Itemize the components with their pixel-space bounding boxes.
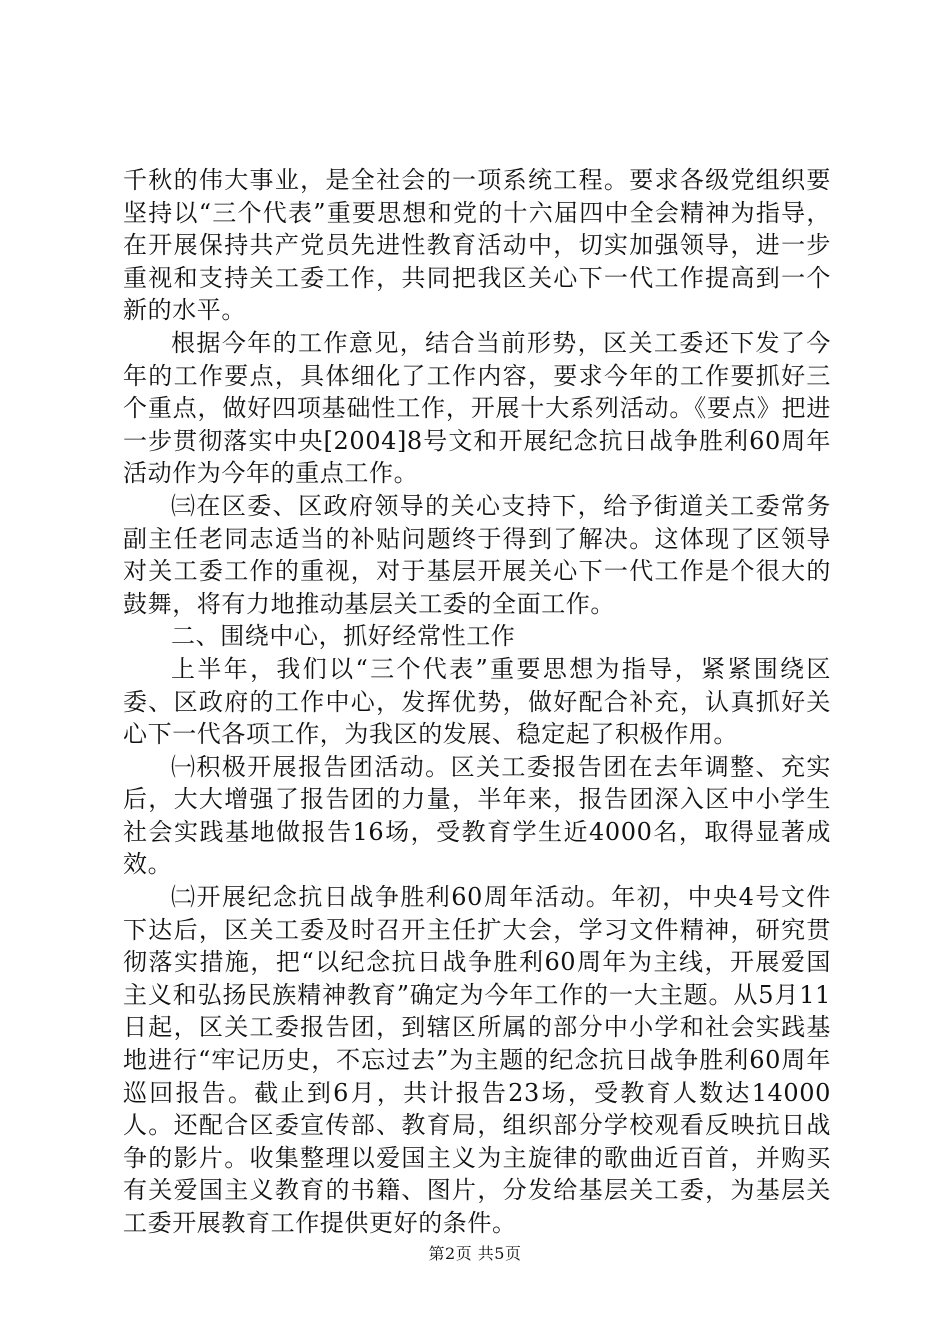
document-body: [123, 164, 831, 1240]
page-footer: 第2页 共5页: [428, 1244, 522, 1263]
paragraph-subsidy: ㈢在区委、区政府领导的关心支持下，给予街道关工委常务副主任老同志适当的补贴问题终于得到了解决。这体现了区领导对关工委工作的重视，对于基层开展关心下一代工作是个很大的鼓舞，将有力地推动基层关工委的全面工作。: [123, 491, 831, 618]
paragraph-continuation: 千秋的伟大事业，是全社会的一项系统工程。要求各级党组织要坚持以“三个代表”重要思想和党的十六届四中全会精神为指导，在开展保持共产党员先进性教育活动中，切实加强领导，进一步重视和支持关工委工作，共同把我区关心下一代工作提高到一个新的水平。: [123, 166, 831, 325]
paragraph-work-points: 根据今年的工作意见，结合当前形势，区关工委还下发了今年的工作要点，具体细化了工作内容，要求今年的工作要抓好三个重点，做好四项基础性工作，开展十大系列活动。《要点》把进一步贯彻落实中央[2004]8号文和开展纪念抗日战争胜利60周年活动作为今年的重点工作。: [123, 328, 831, 488]
paragraph-report-group: ㈠积极开展报告团活动。区关工委报告团在去年调整、充实后，大大增强了报告团的力量，半年来，报告团深入区中小学生社会实践基地做报告16场，受教育学生近4000名，取得显著成效。: [123, 752, 831, 879]
paragraph-first-half: 上半年，我们以“三个代表”重要思想为指导，紧紧围绕区委、区政府的工作中心，发挥优势，做好配合补充，认真抓好关心下一代各项工作，为我区的发展、稳定起了积极作用。: [123, 654, 831, 749]
section-heading-2: 二、围绕中心，抓好经常性工作: [171, 622, 516, 651]
paragraph-anniversary: ㈡开展纪念抗日战争胜利60周年活动。年初，中央4号文件下达后，区关工委及时召开主任扩大会，学习文件精神，研究贯彻落实措施，把“以纪念抗日战争胜利60周年为主线，开展爱国主义和弘扬民族精神教育”确定为今年工作的一大主题。从5月11日起，区关工委报告团，到辖区所属的部分中小学和社会实践基地进行“牢记历史，不忘过去”为主题的纪念抗日战争胜利60周年巡回报告。截止到6月，共计报告23场，受教育人数达14000人。还配合区委宣传部、教育局，组织部分学校观看反映抗日战争的影片。收集整理以爱国主义为主旋律的歌曲近百首，并购买有关爱国主义教育的书籍、图片，分发给基层关工委，为基层关工委开展教育工作提供更好的条件。: [123, 883, 831, 1237]
